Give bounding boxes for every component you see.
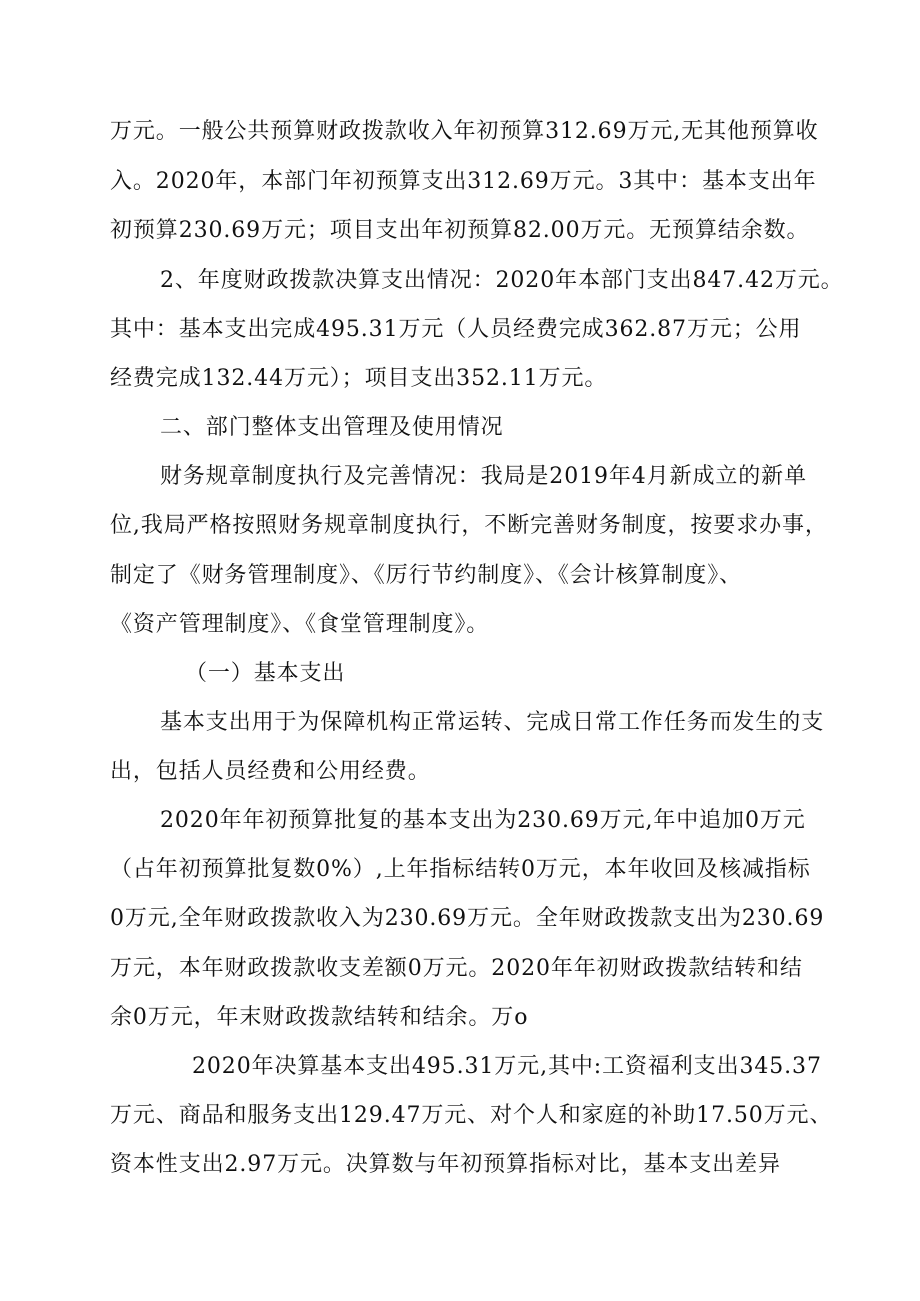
text-line-13: 基本支出用于为保障机构正常运转、完成日常工作任务而发生的支: [160, 710, 825, 735]
text-line-8: 财务规章制度执行及完善情况：我局是2019年4月新成立的新单: [160, 464, 807, 489]
subsection-heading: （一）基本支出: [185, 661, 346, 686]
text-line-16: （占年初预算批复数0%）,上年指标结转0万元，本年收回及核减指标: [110, 857, 811, 882]
text-line-17: 0万元,全年财政拨款收入为230.69万元。全年财政拨款支出为230.69: [110, 906, 825, 931]
text-line-14: 出，包括人员经费和公用经费。: [110, 759, 431, 784]
text-line-2: 入。2020年，本部门年初预算支出312.69万元。3其中：基本支出年: [110, 169, 817, 194]
text-line-9: 位,我局严格按照财务规章制度执行，不断完善财务制度，按要求办事，: [110, 513, 828, 538]
text-line-19: 余0万元，年末财政拨款结转和结余。万o: [110, 1005, 529, 1030]
text-line-18: 万元，本年财政拨款收支差额0万元。2020年年初财政拨款结转和结: [110, 956, 803, 981]
text-line-21: 万元、商品和服务支出129.47万元、对个人和家庭的补助17.50万元、: [110, 1103, 833, 1128]
text-line-3: 初预算230.69万元；项目支出年初预算82.00万元。无预算结余数。: [110, 218, 810, 243]
section-heading: 二、部门整体支出管理及使用情况: [160, 415, 504, 440]
text-line-11: 《资产管理制度》、《食堂管理制度》。: [110, 612, 490, 637]
text-line-10: 制定了《财务管理制度》、《厉行节约制度》、《会计核算制度》、: [110, 563, 743, 588]
text-line-6: 经费完成132.44万元）；项目支出352.11万元。: [110, 366, 608, 391]
text-line-5: 其中：基本支出完成495.31万元（人员经费完成362.87万元；公用: [110, 317, 802, 342]
text-line-4: 2、年度财政拨款决算支出情况：2020年本部门支出847.42万元。: [160, 268, 844, 293]
text-line-20: 2020年决算基本支出495.31万元,其中:工资福利支出345.37: [192, 1054, 822, 1079]
text-line-22: 资本性支出2.97万元。决算数与年初预算指标对比，基本支出差异: [110, 1152, 781, 1177]
text-line-1: 万元。一般公共预算财政拨款收入年初预算312.69万元,无其他预算收: [110, 119, 819, 144]
text-line-15: 2020年年初预算批复的基本支出为230.69万元,年中追加0万元: [160, 808, 806, 833]
